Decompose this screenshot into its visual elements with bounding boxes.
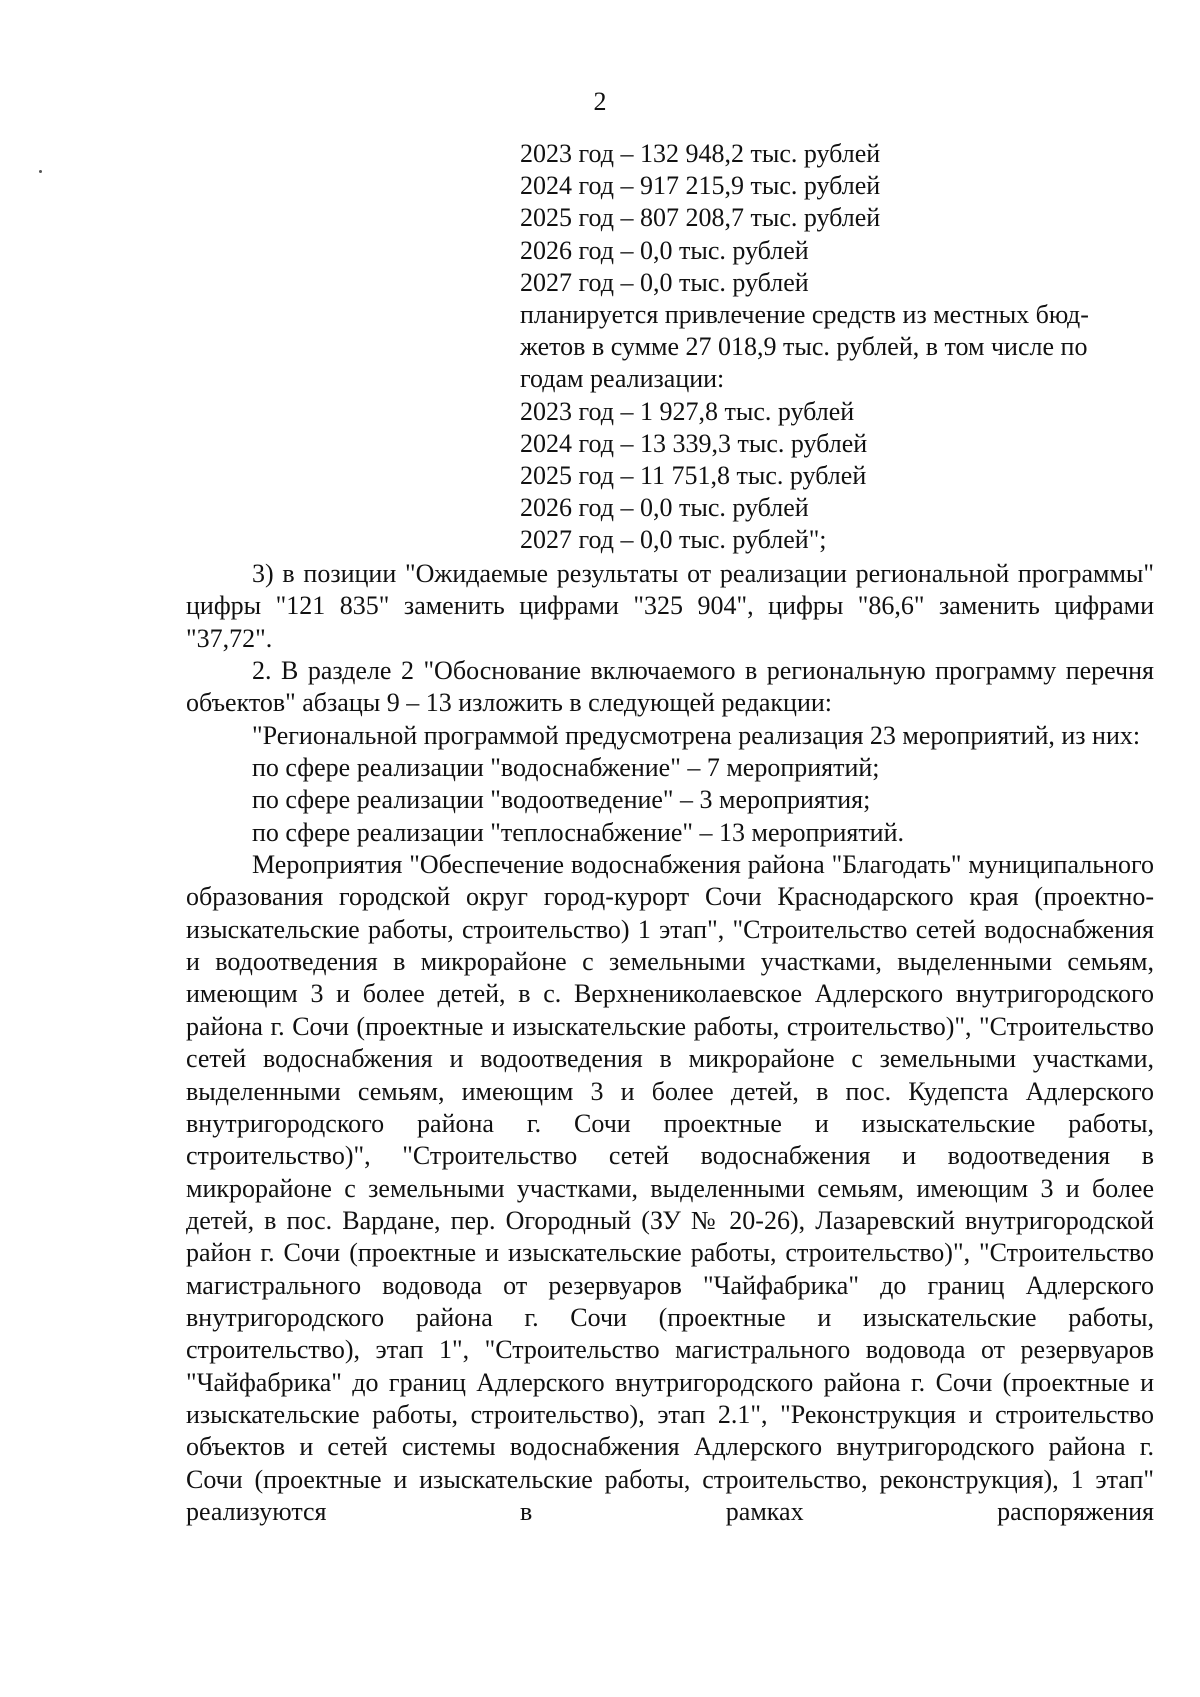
funding-line: 2027 год – 0,0 тыс. рублей";	[520, 525, 827, 555]
funding-line: 2026 год – 0,0 тыс. рублей	[520, 493, 809, 523]
paragraph-measures-total: "Региональной программой предусмотрена реализация 23 мероприятий, из них:	[252, 720, 1141, 750]
body-text	[186, 558, 1154, 1528]
scan-speck	[39, 170, 42, 173]
paragraph-water-supply: по сфере реализации "водоснабжение" – 7 мероприятий;	[252, 753, 880, 783]
funding-breakdown	[520, 138, 1160, 556]
funding-line: 2023 год – 132 948,2 тыс. рублей	[520, 139, 881, 168]
funding-line: 2024 год – 917 215,9 тыс. рублей	[520, 171, 881, 201]
page-number: 2	[593, 87, 607, 116]
funding-line: 2023 год – 1 927,8 тыс. рублей	[520, 396, 855, 426]
funding-line: 2025 год – 11 751,8 тыс. рублей	[520, 460, 867, 490]
paragraph-water-disposal: по сфере реализации "водоотведение" – 3 мероприятия;	[252, 785, 871, 815]
funding-line: 2026 год – 0,0 тыс. рублей	[520, 235, 809, 265]
paragraph-section-2: 2. В разделе 2 "Обоснование включаемого в региональную программу перечня объектов" абзацы 9 – 13 изложить в следующей редакции:	[186, 656, 1154, 718]
paragraph-heat-supply: по сфере реализации "теплоснабжение" – 13 мероприятий.	[252, 817, 905, 847]
funding-line: жетов в сумме 27 018,9 тыс. рублей, в том числе по	[520, 332, 1088, 362]
funding-line: годам реализации:	[520, 364, 725, 394]
paragraph-measures-list: Мероприятия "Обеспечение водоснабжения района "Благодать" муниципального образования городской округ город-курорт Сочи Краснодарского края (проектно-изыскательские работы, строительство) 1 этап", "Строительство сетей водоснабжения и водоотведения в микрорайоне с земельными участками, выделенными семьям, имеющим 3 и более детей, в с. Верхнениколаевское Адлерского внутригородского района г. Сочи (проектные и изыскательские работы, строительство)", "Строительство сетей водоснабжения и водоотведения в микрорайоне с земельными участками, выделенными семьям, имеющим 3 и более детей, в пос. Кудепста Адлерского внутригородского района г. Сочи проектные и изыскательские работы, строительство)", "Строительство сетей водоснабжения и водоотведения в микрорайоне с земельными участками, выделенными семьям, имеющим 3 и более детей, в пос. Вардане, пер. Огородный (ЗУ № 20-26), Лазаревский внутригородской район г. Сочи (проектные и изыскательские работы, строительство)", "Строительство магистрального водовода от резервуаров "Чайфабрика" до границ Адлерского внутригородского района г. Сочи (проектные и изыскательские работы, строительство), этап 1", "Строительство магистрального водовода от резервуаров "Чайфабрика" до границ Адлерского внутригородского района г. Сочи (проектные и изыскательские работы, строительство), этап 2.1", "Реконструкция и строительство объектов и сетей системы водоснабжения Адлерского внутригородского района г. Сочи (проектные и изыскательские работы, строительство, реконструкция), 1 этап" реализуются в рамках распоряжения	[186, 850, 1154, 1526]
funding-line: 2024 год – 13 339,3 тыс. рублей	[520, 428, 868, 458]
funding-line: 2027 год – 0,0 тыс. рублей	[520, 267, 809, 297]
funding-line: 2025 год – 807 208,7 тыс. рублей	[520, 203, 881, 233]
paragraph-expected-results: 3) в позиции "Ожидаемые результаты от реализации региональной программы" цифры "121 835" заменить цифрами "325 904", цифры "86,6" заменить цифрами "37,72".	[186, 559, 1154, 653]
funding-line: планируется привлечение средств из местных бюд-	[520, 299, 1089, 329]
